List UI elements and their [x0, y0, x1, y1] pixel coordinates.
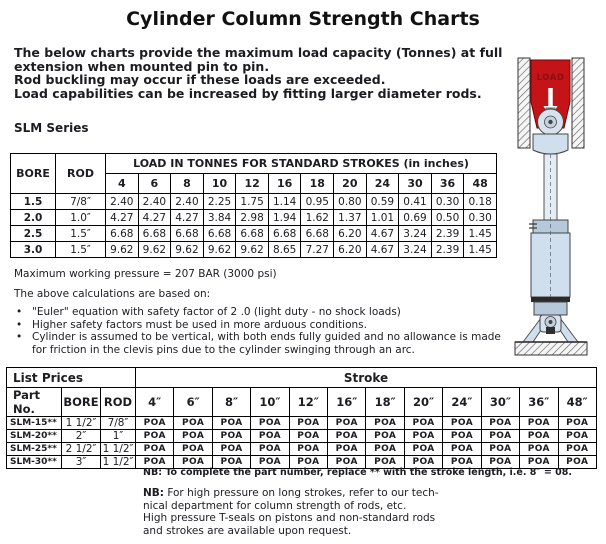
- table-cell: POA: [366, 456, 404, 469]
- col-header-stroke: 12″: [289, 388, 327, 417]
- table-cell: 7/8″: [56, 194, 106, 210]
- table-row: [11, 242, 497, 258]
- col-header-stroke: 4: [106, 174, 139, 194]
- table-cell: 3″: [62, 456, 101, 469]
- table-cell: 1.5″: [56, 226, 106, 242]
- table-cell: 9.62: [203, 242, 236, 258]
- table-cell: POA: [212, 430, 250, 443]
- table-cell: 7/8″: [101, 417, 136, 430]
- table-cell: 1.0″: [56, 210, 106, 226]
- col-header-stroke: 8″: [212, 388, 250, 417]
- table-row: [7, 443, 597, 456]
- guide-wall-right: [572, 58, 584, 148]
- col-header-stroke: 16″: [328, 388, 366, 417]
- table-cell: POA: [174, 430, 212, 443]
- col-header-stroke: 10″: [251, 388, 289, 417]
- col-header-stroke: 48″: [558, 388, 597, 417]
- table-cell: POA: [520, 417, 558, 430]
- col-header-part-no: Part No.: [7, 388, 62, 417]
- table-cell: POA: [520, 430, 558, 443]
- table-cell: 4.27: [106, 210, 139, 226]
- table-cell: 0.69: [399, 210, 432, 226]
- table-cell: 2.25: [203, 194, 236, 210]
- table-cell: POA: [328, 456, 366, 469]
- price-table-header: [7, 368, 597, 417]
- table-cell: 2.98: [236, 210, 269, 226]
- col-header-stroke: 18: [301, 174, 334, 194]
- table-row: [7, 417, 597, 430]
- table-cell: 1.5″: [56, 242, 106, 258]
- col-header-stroke: 6″: [174, 388, 212, 417]
- table-cell: POA: [520, 443, 558, 456]
- calculation-notes-list: [14, 306, 506, 356]
- table-cell: POA: [289, 443, 327, 456]
- table-cell: 6.20: [334, 242, 367, 258]
- col-header-stroke: 6: [138, 174, 171, 194]
- col-header-stroke: 30: [399, 174, 432, 194]
- nb-label: NB:: [143, 467, 162, 478]
- table-cell: POA: [174, 443, 212, 456]
- intro-line: The below charts provide the maximum load capacity (Tonnes) at full: [14, 45, 503, 60]
- nb-text: To complete the part number, replace ** with the stroke length, i.e. 8″ = 08.: [165, 467, 572, 478]
- table-cell: 0.50: [431, 210, 464, 226]
- intro-line: Load capabilities can be increased by fitting larger diameter rods.: [14, 85, 482, 101]
- table-cell: 4.27: [138, 210, 171, 226]
- table-row: [11, 194, 497, 210]
- note-line: and strokes are available upon request.: [143, 524, 352, 537]
- ground: [515, 342, 587, 355]
- table-cell: 1.62: [301, 210, 334, 226]
- table-cell: POA: [520, 456, 558, 469]
- table-cell: 3.0: [11, 242, 56, 258]
- col-header-stroke: 20: [334, 174, 367, 194]
- table-cell: 1.37: [334, 210, 367, 226]
- col-header-stroke: 20″: [404, 388, 442, 417]
- part-number-note: [143, 467, 572, 478]
- col-header-stroke: 18″: [366, 388, 404, 417]
- table-cell: 6.68: [203, 226, 236, 242]
- table-row: [11, 210, 497, 226]
- table-cell: 0.30: [431, 194, 464, 210]
- col-header-rod: ROD: [101, 388, 136, 417]
- table-cell: POA: [212, 417, 250, 430]
- table-cell: SLM-20**: [7, 430, 62, 443]
- load-table-body: [11, 194, 497, 258]
- table-cell: POA: [558, 456, 597, 469]
- intro-line: extension when mounted pin to pin.: [14, 58, 270, 74]
- table-cell: POA: [136, 456, 174, 469]
- table-cell: 1.94: [268, 210, 301, 226]
- price-table: [6, 367, 597, 469]
- col-header-stroke: 24″: [443, 388, 481, 417]
- table-cell: POA: [136, 417, 174, 430]
- table-cell: 1 1/2″: [101, 456, 136, 469]
- table-cell: 1.45: [464, 226, 497, 242]
- table-cell: POA: [251, 417, 289, 430]
- col-header-stroke: 10: [203, 174, 236, 194]
- table-cell: POA: [481, 443, 519, 456]
- table-row: [7, 430, 597, 443]
- table-cell: 0.95: [301, 194, 334, 210]
- table-cell: POA: [443, 456, 481, 469]
- table-cell: POA: [481, 430, 519, 443]
- note-line: High pressure T-seals on pistons and non-standard rods: [143, 512, 436, 524]
- load-table: [10, 153, 497, 258]
- table-cell: 2.39: [431, 226, 464, 242]
- table-cell: 0.18: [464, 194, 497, 210]
- col-header-stroke: 16: [268, 174, 301, 194]
- table-cell: 2″: [62, 430, 101, 443]
- table-cell: POA: [404, 443, 442, 456]
- table-row: [11, 226, 497, 242]
- list-item: • Cylinder is assumed to be vertical, with both ends fully guided and no allowance is made for friction in the clevis pins due to the cylinder swinging through an arc.: [14, 331, 506, 356]
- table-cell: 6.68: [301, 226, 334, 242]
- table-cell: POA: [251, 430, 289, 443]
- table-cell: POA: [136, 430, 174, 443]
- table-cell: POA: [251, 456, 289, 469]
- table-cell: 9.62: [138, 242, 171, 258]
- table-cell: POA: [328, 430, 366, 443]
- price-table-body: [7, 417, 597, 469]
- col-header-stroke: 8: [171, 174, 204, 194]
- table-cell: 9.62: [236, 242, 269, 258]
- table-cell: 2.40: [138, 194, 171, 210]
- table-cell: 1″: [101, 430, 136, 443]
- table-cell: 2.5: [11, 226, 56, 242]
- table-cell: POA: [174, 417, 212, 430]
- load-table-header: [11, 154, 497, 194]
- table-cell: POA: [443, 430, 481, 443]
- col-header-stroke: 48: [464, 174, 497, 194]
- table-cell: 0.80: [334, 194, 367, 210]
- table-cell: 6.68: [236, 226, 269, 242]
- table-cell: POA: [212, 443, 250, 456]
- table-cell: 1 1/2″: [62, 417, 101, 430]
- table-cell: 3.24: [399, 242, 432, 258]
- nb-text: For high pressure on long strokes, refer to our tech-: [167, 487, 439, 499]
- table-cell: POA: [289, 417, 327, 430]
- intro-text: [14, 46, 502, 100]
- table-cell: 1.01: [366, 210, 399, 226]
- table-cell: 6.68: [171, 226, 204, 242]
- table-cell: 0.59: [366, 194, 399, 210]
- table-cell: POA: [251, 443, 289, 456]
- cylinder-illustration: [503, 50, 603, 360]
- nb-label: NB:: [143, 487, 164, 499]
- series-label: SLM Series: [14, 121, 89, 135]
- table-cell: POA: [174, 456, 212, 469]
- col-header-stroke: 36″: [520, 388, 558, 417]
- high-pressure-note: [143, 487, 439, 512]
- table-cell: 2.40: [171, 194, 204, 210]
- intro-line: Rod buckling may occur if these loads are exceeded.: [14, 72, 386, 88]
- table-cell: POA: [481, 456, 519, 469]
- table-cell: POA: [404, 417, 442, 430]
- col-header-stroke: 12: [236, 174, 269, 194]
- table-cell: 2 1/2″: [62, 443, 101, 456]
- table-cell: POA: [136, 443, 174, 456]
- table-cell: POA: [404, 430, 442, 443]
- based-on-note: The above calculations are based on:: [14, 288, 211, 300]
- availability-note: [143, 512, 435, 537]
- table-cell: POA: [328, 417, 366, 430]
- table-cell: 2.39: [431, 242, 464, 258]
- col-header-rod: ROD: [56, 154, 106, 194]
- table-cell: 2.0: [11, 210, 56, 226]
- table-cell: 3.24: [399, 226, 432, 242]
- table-cell: POA: [366, 430, 404, 443]
- table-cell: 6.68: [138, 226, 171, 242]
- table-cell: SLM-25**: [7, 443, 62, 456]
- col-header-list-prices: List Prices: [7, 368, 136, 388]
- table-cell: 4.27: [171, 210, 204, 226]
- pressure-note: Maximum working pressure = 207 BAR (3000 psi): [14, 268, 277, 280]
- table-cell: POA: [481, 417, 519, 430]
- table-cell: POA: [558, 417, 597, 430]
- table-cell: 1.75: [236, 194, 269, 210]
- table-cell: 6.68: [106, 226, 139, 242]
- col-header-load-span: LOAD IN TONNES FOR STANDARD STROKES (in inches): [106, 154, 497, 174]
- table-cell: POA: [328, 443, 366, 456]
- table-cell: POA: [443, 417, 481, 430]
- table-cell: 6.68: [268, 226, 301, 242]
- col-header-stroke: 24: [366, 174, 399, 194]
- guide-wall-left: [518, 58, 530, 148]
- table-cell: 9.62: [106, 242, 139, 258]
- load-label: LOAD: [536, 73, 565, 83]
- table-cell: SLM-30**: [7, 456, 62, 469]
- table-cell: 1.14: [268, 194, 301, 210]
- table-cell: SLM-15**: [7, 417, 62, 430]
- table-cell: POA: [289, 430, 327, 443]
- note-line: nical department for column strength of rods, etc.: [143, 499, 407, 512]
- table-cell: 0.41: [399, 194, 432, 210]
- table-cell: 2.40: [106, 194, 139, 210]
- note-line: [143, 487, 439, 500]
- table-cell: POA: [404, 456, 442, 469]
- table-cell: POA: [289, 456, 327, 469]
- col-header-stroke: 30″: [481, 388, 519, 417]
- table-cell: POA: [366, 443, 404, 456]
- page-title: Cylinder Column Strength Charts: [126, 8, 480, 30]
- table-cell: 6.20: [334, 226, 367, 242]
- table-cell: 4.67: [366, 226, 399, 242]
- table-cell: 1.5: [11, 194, 56, 210]
- table-cell: 1.45: [464, 242, 497, 258]
- table-cell: POA: [558, 430, 597, 443]
- col-header-stroke: 36: [431, 174, 464, 194]
- col-header-stroke-span: Stroke: [136, 368, 597, 388]
- col-header-bore: BORE: [11, 154, 56, 194]
- list-item: • "Euler" equation with safety factor of 2 .0 (light duty - no shock loads): [14, 306, 506, 319]
- table-cell: 3.84: [203, 210, 236, 226]
- table-cell: 8.65: [268, 242, 301, 258]
- table-cell: POA: [366, 417, 404, 430]
- table-cell: POA: [443, 443, 481, 456]
- table-cell: POA: [558, 443, 597, 456]
- col-header-stroke: 4″: [136, 388, 174, 417]
- table-cell: 4.67: [366, 242, 399, 258]
- bottom-clevis: [523, 315, 578, 342]
- col-header-bore: BORE: [62, 388, 101, 417]
- table-cell: POA: [212, 456, 250, 469]
- table-cell: 1 1/2″: [101, 443, 136, 456]
- table-cell: 7.27: [301, 242, 334, 258]
- table-cell: 9.62: [171, 242, 204, 258]
- list-item: • Higher safety factors must be used in more arduous conditions.: [14, 319, 506, 332]
- table-cell: 0.30: [464, 210, 497, 226]
